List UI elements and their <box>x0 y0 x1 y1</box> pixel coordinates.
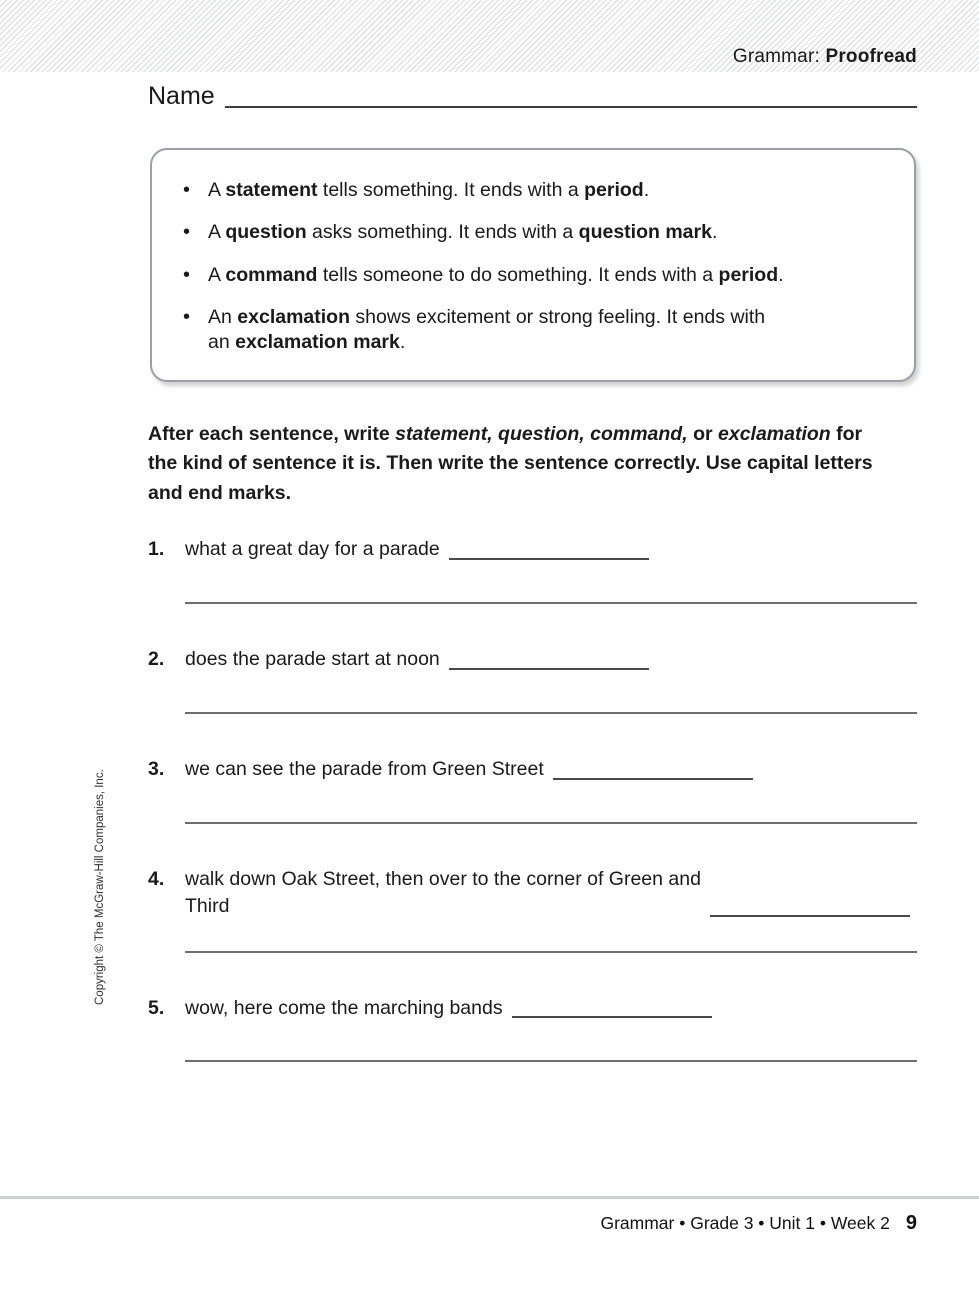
rule-text: A <box>208 221 226 244</box>
item-sentence: what a great day for a parade <box>185 538 440 560</box>
rule-text: . <box>711 221 718 244</box>
sentence-row <box>148 756 917 783</box>
footer-divider <box>0 1196 979 1199</box>
item-number: 3. <box>148 757 165 780</box>
rule-text: A <box>208 179 226 201</box>
bullet-icon: • <box>183 306 191 329</box>
name-row <box>148 82 917 111</box>
header-lesson-title: Proofread <box>825 46 917 67</box>
grammar-rules-box <box>150 148 916 382</box>
rewrite-answer-line[interactable] <box>185 950 917 953</box>
rule-term: period <box>584 179 644 201</box>
item-sentence: does the parade start at noon <box>185 647 440 670</box>
rule-term: question <box>225 221 307 244</box>
rule-text: tells someone to do something. It ends with a <box>317 263 719 286</box>
rule-text: asks something. It ends with a <box>306 221 579 244</box>
rule-text: A <box>208 263 226 286</box>
item-sentence <box>185 866 701 920</box>
rewrite-answer-line[interactable] <box>185 821 917 824</box>
sentence-type-blank[interactable] <box>710 914 910 917</box>
name-label: Name <box>148 82 215 110</box>
directions-paragraph <box>148 420 880 508</box>
item-sentence-line2: Third <box>185 894 230 917</box>
footer <box>600 1212 917 1235</box>
directions-text: for the kind of sentence it is. Then write the sentence correctly. Use capital letters and end marks. <box>148 423 873 504</box>
rule-text: An <box>208 306 238 329</box>
exercise-item-2 <box>148 646 917 714</box>
item-sentence: wow, here come the marching bands <box>185 996 503 1019</box>
rule-term: period <box>718 263 779 286</box>
rule-text: . <box>399 331 406 354</box>
sentence-type-blank[interactable] <box>512 1015 712 1018</box>
footer-breadcrumb: Grammar • Grade 3 • Unit 1 • Week 2 <box>600 1213 890 1233</box>
rule-text: . <box>778 263 784 286</box>
exercise-item-1 <box>148 536 917 604</box>
rules-list <box>174 178 890 356</box>
rewrite-answer-line[interactable] <box>185 1059 917 1062</box>
item-sentence-line1: walk down Oak Street, then over to the corner of Green and <box>185 867 701 890</box>
directions-term: exclamation <box>718 423 831 445</box>
copyright-sidebar: Copyright © The McGraw-Hill Companies, Inc. <box>94 769 106 1005</box>
item-sentence: we can see the parade from Green Street <box>185 757 544 780</box>
item-number: 4. <box>148 867 165 890</box>
exercise-item-3 <box>148 756 917 824</box>
rule-term: statement <box>225 179 318 201</box>
rule-term: question mark <box>578 221 712 244</box>
header-subject-label: Grammar: <box>732 46 826 67</box>
rule-text: an <box>208 331 236 354</box>
bullet-icon: • <box>183 221 191 244</box>
rule-text: shows excitement or strong feeling. It ends with <box>350 306 766 329</box>
sentence-row <box>148 995 917 1022</box>
rule-command <box>174 263 890 288</box>
rule-term: exclamation <box>237 306 350 329</box>
name-write-line[interactable] <box>225 105 917 108</box>
page-header <box>733 46 917 68</box>
sentence-row <box>148 866 917 920</box>
bullet-icon: • <box>183 263 191 286</box>
rewrite-answer-line[interactable] <box>185 601 917 604</box>
sentence-row <box>148 536 917 563</box>
rule-term: command <box>225 263 318 286</box>
sentence-row <box>148 646 917 673</box>
page-number: 9 <box>905 1212 917 1234</box>
rule-question <box>174 220 890 245</box>
rewrite-answer-line[interactable] <box>185 711 917 714</box>
bullet-icon: • <box>183 179 191 201</box>
rule-text: . <box>643 179 650 201</box>
rule-term: exclamation mark <box>235 331 400 354</box>
item-number: 2. <box>148 647 165 670</box>
exercise-list <box>148 536 917 1104</box>
rule-statement <box>174 178 890 203</box>
item-number: 5. <box>148 996 165 1019</box>
directions-text: or <box>687 423 718 445</box>
directions-term: statement, question, command, <box>395 423 688 445</box>
rule-text: tells something. It ends with a <box>317 179 585 201</box>
sentence-type-blank[interactable] <box>553 777 753 780</box>
exercise-item-5 <box>148 995 917 1063</box>
sentence-type-blank[interactable] <box>449 557 649 560</box>
item-number: 1. <box>148 538 165 560</box>
rule-exclamation <box>174 305 890 356</box>
directions-text: After each sentence, write <box>148 423 396 445</box>
sentence-type-blank[interactable] <box>449 667 649 670</box>
exercise-item-4 <box>148 866 917 953</box>
